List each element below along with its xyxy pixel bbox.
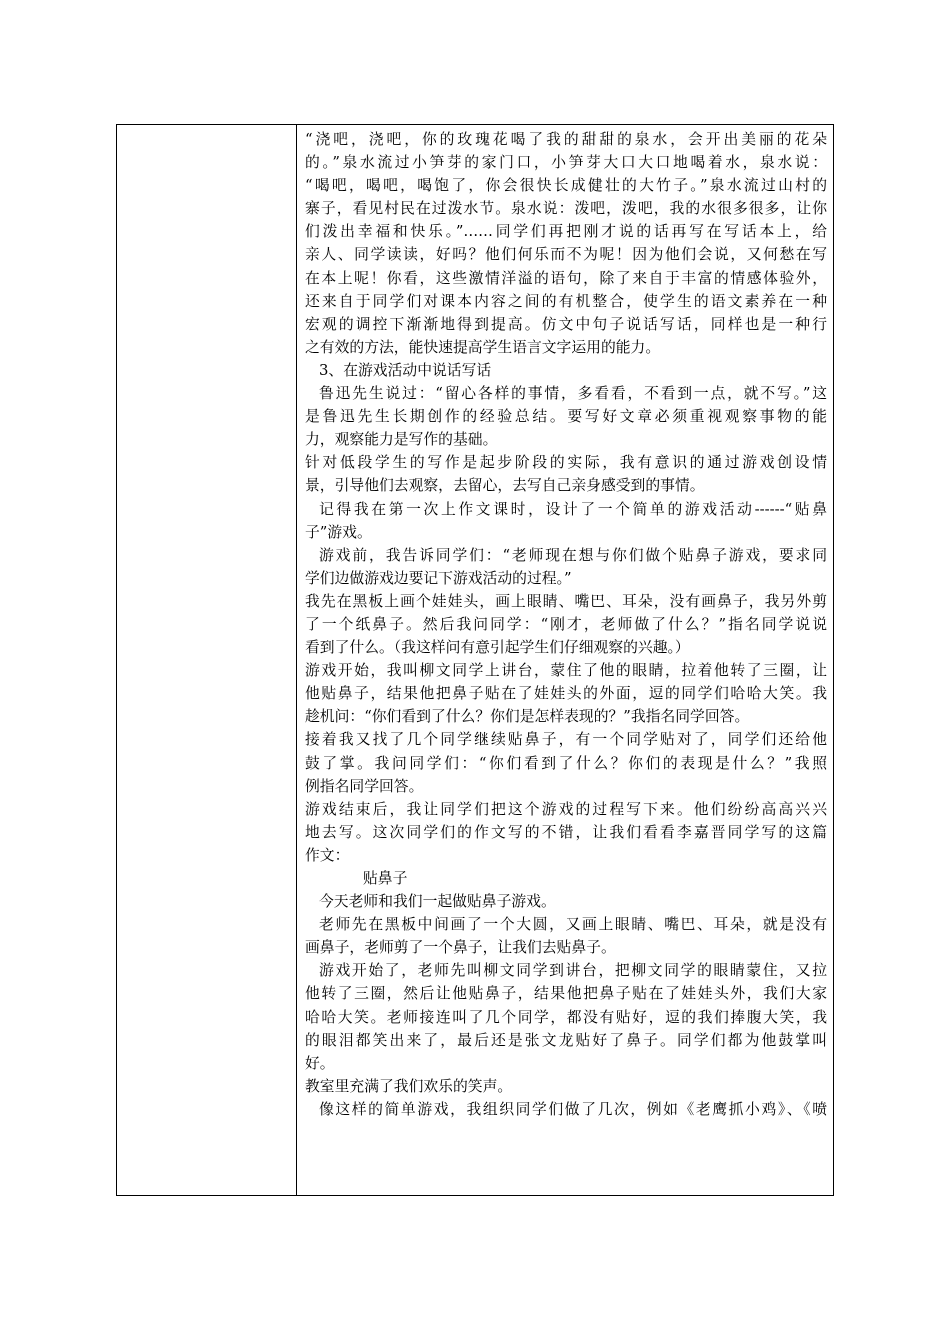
text-line: 们泼出幸福和快乐。”……同学们再把刚才说的话再写在写话本上，给	[305, 223, 827, 241]
text-line: 学们边做游戏边要记下游戏活动的过程。”	[305, 569, 572, 587]
text-line: 针对低段学生的写作是起步阶段的实际，我有意识的通过游戏创设情	[305, 454, 827, 472]
text-line: 鲁迅先生说过：“留心各样的事情，多看看，不看到一点，就不写。”这	[319, 385, 827, 403]
column-divider	[296, 124, 297, 1196]
text-line: 寨子，看见村民在过泼水节。泉水说：泼吧，泼吧，我的水很多很多，让你	[305, 200, 827, 218]
text-line: 作文：	[305, 846, 350, 864]
text-line: 游戏开始了，老师先叫柳文同学到讲台，把柳文同学的眼睛蒙住，又拉	[319, 962, 827, 980]
text-line: 例指名同学回答。	[305, 777, 424, 795]
text-line: 接着我又找了几个同学继续贴鼻子，有一个同学贴对了，同学们还给他	[305, 731, 827, 749]
text-line: 趁机问：“你们看到了什么？你们是怎样表现的？”我指名同学回答。	[305, 708, 750, 726]
text-line: 他转了三圈，然后让他贴鼻子，结果他把鼻子贴在了娃娃头外，我们大家	[305, 985, 827, 1003]
text-line: 他贴鼻子，结果他把鼻子贴在了娃娃头的外面，逗的同学们哈哈大笑。我	[305, 685, 827, 703]
text-line: 的眼泪都笑出来了，最后还是张文龙贴好了鼻子。同学们都为他鼓掌叫	[305, 1031, 827, 1049]
text-line: 好。	[305, 1054, 335, 1072]
text-line: 地去写。这次同学们的作文写的不错，让我们看看李嘉晋同学写的这篇	[305, 823, 827, 841]
text-line: 游戏开始，我叫柳文同学上讲台，蒙住了他的眼睛，拉着他转了三圈，让	[305, 662, 827, 680]
empty-left-cell	[117, 125, 295, 1195]
text-line: 像这样的简单游戏，我组织同学们做了几次，例如《老鹰抓小鸡》、《喷	[319, 1100, 827, 1118]
text-line: “喝吧，喝吧，喝饱了，你会很快长成健壮的大竹子。”泉水流过山村的	[305, 177, 827, 195]
text-line: 亲人、同学读读，好吗？他们何乐而不为呢！因为他们会说，又何愁在写	[305, 246, 827, 264]
text-line: 教室里充满了我们欢乐的笑声。	[305, 1077, 513, 1095]
text-line: 是鲁迅先生长期创作的经验总结。要写好文章必须重视观察事物的能	[305, 408, 827, 426]
text-line: 鼓了掌。我问同学们：“你们看到了什么？你们的表现是什么？”我照	[305, 754, 827, 772]
document-text-cell	[305, 128, 827, 1121]
text-line: “浇吧，浇吧，你的玫瑰花喝了我的甜甜的泉水，会开出美丽的花朵	[305, 131, 827, 148]
text-line: 看到了什么。（我这样问有意引起学生们仔细观察的兴趣。）	[305, 639, 690, 657]
text-line: 了一个纸鼻子。然后我问同学：“刚才，老师做了什么？”指名同学说说	[305, 615, 827, 633]
text-line: 老师先在黑板中间画了一个大圆，又画上眼睛、嘴巴、耳朵，就是没有	[319, 916, 827, 934]
text-line: 景，引导他们去观察，去留心，去写自己亲身感受到的事情。	[305, 477, 705, 495]
text-line: 贴鼻子	[363, 870, 408, 887]
text-line: 的。”泉水流过小笋芽的家门口，小笋芽大口大口地喝着水，泉水说：	[305, 154, 827, 172]
text-line: 3、在游戏活动中说话写话	[319, 361, 492, 379]
text-line: 哈哈大笑。老师接连叫了几个同学，都没有贴好，逗的我们捧腹大笑，我	[305, 1008, 827, 1026]
text-line: 画鼻子，老师剪了一个鼻子，让我们去贴鼻子。	[305, 939, 616, 957]
text-line: 游戏前，我告诉同学们：“老师现在想与你们做个贴鼻子游戏，要求同	[319, 546, 827, 564]
text-line: 记得我在第一次上作文课时，设计了一个简单的游戏活动------“贴鼻	[319, 500, 827, 518]
text-line: 宏观的调控下渐渐地得到提高。仿文中句子说话写话，同样也是一种行	[305, 315, 827, 333]
text-line: 今天老师和我们一起做贴鼻子游戏。	[319, 893, 556, 911]
text-line: 子”游戏。	[305, 523, 372, 541]
text-line: 之有效的方法，能快速提高学生语言文字运用的能力。	[305, 338, 661, 356]
text-line: 在本上呢！你看，这些激情洋溢的语句，除了来自于丰富的情感体验外，	[305, 269, 827, 287]
text-line: 还来自于同学们对课本内容之间的有机整合，使学生的语文素养在一种	[305, 292, 827, 310]
text-line: 我先在黑板上画个娃娃头，画上眼睛、嘴巴、耳朵，没有画鼻子，我另外剪	[305, 592, 827, 610]
text-line: 游戏结束后，我让同学们把这个游戏的过程写下来。他们纷纷高高兴兴	[305, 800, 827, 818]
text-line: 力，观察能力是写作的基础。	[305, 431, 498, 449]
